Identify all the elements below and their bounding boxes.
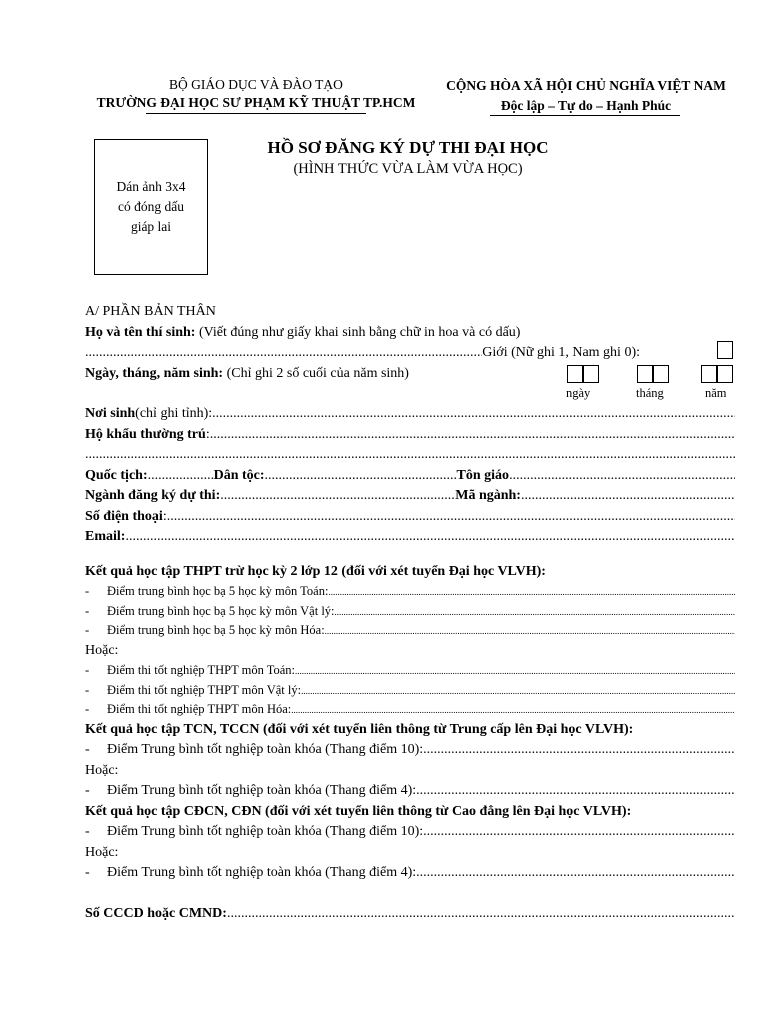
form-title-sub: (HÌNH THỨC VỪA LÀM VỪA HỌC) [293, 161, 523, 177]
name-note: (Viết đúng như giấy khai sinh bằng chữ in hoa và có dấu) [195, 324, 521, 340]
religion-field[interactable] [509, 466, 735, 487]
republic-name: CỘNG HÒA XÃ HỘI CHỦ NGHĨA VIỆT NAM [446, 78, 726, 93]
exam-item-math[interactable] [85, 661, 735, 681]
residence-row-2[interactable] [85, 445, 735, 466]
name-gender-row[interactable] [85, 343, 640, 364]
thpt-item-label: Điểm trung bình học bạ 5 học kỳ môn Toán: [107, 584, 329, 598]
residence-field-2[interactable] [85, 445, 735, 466]
birthplace-note: (chỉ ghi tỉnh): [135, 406, 213, 421]
thpt-chemistry-field[interactable] [325, 621, 735, 641]
thpt-item-label: Điểm trung bình học bạ 5 học kỳ môn Hóa: [107, 623, 325, 637]
dash: - [85, 603, 90, 618]
exam-physics-field[interactable] [301, 681, 735, 701]
school-underline [146, 113, 366, 114]
nationality-label: Quốc tịch: [85, 467, 148, 483]
dob-note: (Chỉ ghi 2 số cuối của năm sinh) [223, 365, 409, 381]
cd-item-4[interactable] [85, 863, 735, 884]
phone-row[interactable] [85, 507, 735, 528]
national-motto: Độc lập – Tự do – Hạnh Phúc [500, 98, 672, 113]
photo-instruction-1: Dán ảnh 3x4 [116, 179, 186, 194]
section-a-heading: A/ PHẦN BẢN THÂN [85, 304, 216, 319]
major-code-label: Mã ngành: [455, 488, 521, 503]
dash: - [85, 824, 90, 839]
tcn-heading: Kết quả học tập TCN, TCCN (đối với xét tuyển liên thông từ Trung cấp lên Đại học VLVH): [85, 721, 634, 737]
birthplace-field[interactable] [212, 404, 735, 425]
thpt-heading: Kết quả học tập THPT trừ học kỳ 2 lớp 12 (đối với xét tuyển Đại học VLVH): [85, 563, 546, 579]
birthplace-row[interactable] [85, 404, 735, 425]
residence-row[interactable] [85, 425, 735, 446]
dob-month-label: tháng [636, 386, 664, 400]
ethnicity-field[interactable] [265, 466, 457, 487]
nationality-row[interactable] [85, 466, 735, 487]
tcn-item-4-label: Điểm Trung bình tốt nghiệp toàn khóa (Thang điểm 4): [107, 783, 417, 798]
dash: - [85, 584, 90, 598]
email-field[interactable] [125, 527, 735, 548]
gender-label: Giới (Nữ ghi 1, Nam ghi 0): [482, 345, 640, 360]
exam-item-label: Điểm thi tốt nghiệp THPT môn Toán: [107, 663, 296, 677]
school-header [84, 76, 428, 112]
tcn-item-10[interactable] [85, 740, 735, 761]
photo-box[interactable] [94, 139, 208, 275]
phone-field[interactable] [167, 507, 735, 528]
thpt-item-chemistry[interactable] [85, 621, 735, 641]
tcn-item-4[interactable] [85, 781, 735, 802]
email-row[interactable] [85, 527, 735, 548]
thpt-item-physics[interactable] [85, 602, 735, 622]
major-field[interactable] [220, 486, 455, 507]
major-row[interactable] [85, 486, 735, 507]
exam-item-physics[interactable] [85, 681, 735, 701]
dash: - [85, 682, 90, 697]
exam-item-label: Điểm thi tốt nghiệp THPT môn Vật lý: [107, 682, 302, 697]
email-label: Email: [85, 529, 126, 544]
dash: - [85, 783, 90, 798]
residence-field[interactable] [210, 425, 735, 446]
ethnicity-label: Dân tộc: [213, 467, 265, 483]
ministry-name: BỘ GIÁO DỤC VÀ ĐÀO TẠO [169, 77, 343, 92]
cd-heading: Kết quả học tập CĐCN, CĐN (đối với xét tuyển liên thông từ Cao đẳng lên Đại học VLVH): [85, 803, 632, 819]
dash: - [85, 623, 90, 637]
religion-label: Tôn giáo [456, 467, 510, 483]
dash: - [85, 663, 90, 677]
photo-instruction-2: có đóng dấu [118, 199, 184, 214]
birthplace-label: Nơi sinh [85, 406, 136, 421]
dash: - [85, 742, 90, 757]
dash: - [85, 865, 90, 880]
cd-4-field[interactable] [416, 863, 735, 884]
form-body [85, 302, 735, 924]
form-title [218, 137, 598, 179]
name-label: Họ và tên thí sinh: [85, 324, 196, 340]
tcn-item-10-label: Điểm Trung bình tốt nghiệp toàn khóa (Thang điểm 10): [107, 742, 424, 757]
or-label-1: Hoặc: [85, 642, 119, 658]
thpt-item-math[interactable] [85, 582, 735, 602]
cd-item-4-label: Điểm Trung bình tốt nghiệp toàn khóa (Thang điểm 4): [107, 865, 417, 880]
dob-label: Ngày, tháng, năm sinh: [85, 365, 224, 381]
phone-label: Số điện thoại [85, 508, 163, 524]
nationality-field[interactable] [148, 466, 214, 487]
form-title-main: HỒ SƠ ĐĂNG KÝ DỰ THI ĐẠI HỌC [267, 138, 549, 157]
exam-item-label: Điểm thi tốt nghiệp THPT môn Hóa: [107, 702, 292, 716]
dob-year-label: năm [705, 386, 727, 400]
thpt-math-field[interactable] [328, 582, 735, 602]
id-field[interactable] [227, 904, 735, 925]
residence-label: Hộ khẩu thường trú [85, 426, 206, 442]
dob-row [85, 364, 735, 385]
cd-item-10[interactable] [85, 822, 735, 843]
exam-chemistry-field[interactable] [291, 700, 735, 720]
exam-item-chemistry[interactable] [85, 700, 735, 720]
major-code-field[interactable] [521, 486, 735, 507]
or-label-3: Hoặc: [85, 844, 119, 860]
cd-10-field[interactable] [423, 822, 735, 843]
motto-underline [490, 115, 680, 116]
dob-day-label: ngày [566, 386, 591, 400]
national-header [436, 76, 736, 116]
major-label: Ngành đăng ký dự thi: [85, 488, 221, 503]
id-label: Số CCCD hoặc CMND: [85, 905, 227, 921]
exam-math-field[interactable] [295, 661, 735, 681]
name-field[interactable] [85, 343, 482, 364]
or-label-2: Hoặc: [85, 762, 119, 778]
id-row[interactable] [85, 904, 735, 925]
tcn-10-field[interactable] [423, 740, 735, 761]
dash: - [85, 702, 90, 716]
photo-instruction-3: giáp lai [130, 219, 172, 234]
school-name: TRƯỜNG ĐẠI HỌC SƯ PHẠM KỸ THUẬT TP.HCM [96, 95, 416, 110]
name-instruction-row [85, 323, 735, 344]
cd-item-10-label: Điểm Trung bình tốt nghiệp toàn khóa (Thang điểm 10): [107, 824, 424, 839]
thpt-item-label: Điểm trung bình học bạ 5 học kỳ môn Vật lý: [107, 603, 335, 618]
tcn-4-field[interactable] [416, 781, 735, 802]
phone-colon: : [162, 508, 167, 524]
residence-colon: : [205, 426, 210, 442]
thpt-physics-field[interactable] [335, 602, 735, 622]
